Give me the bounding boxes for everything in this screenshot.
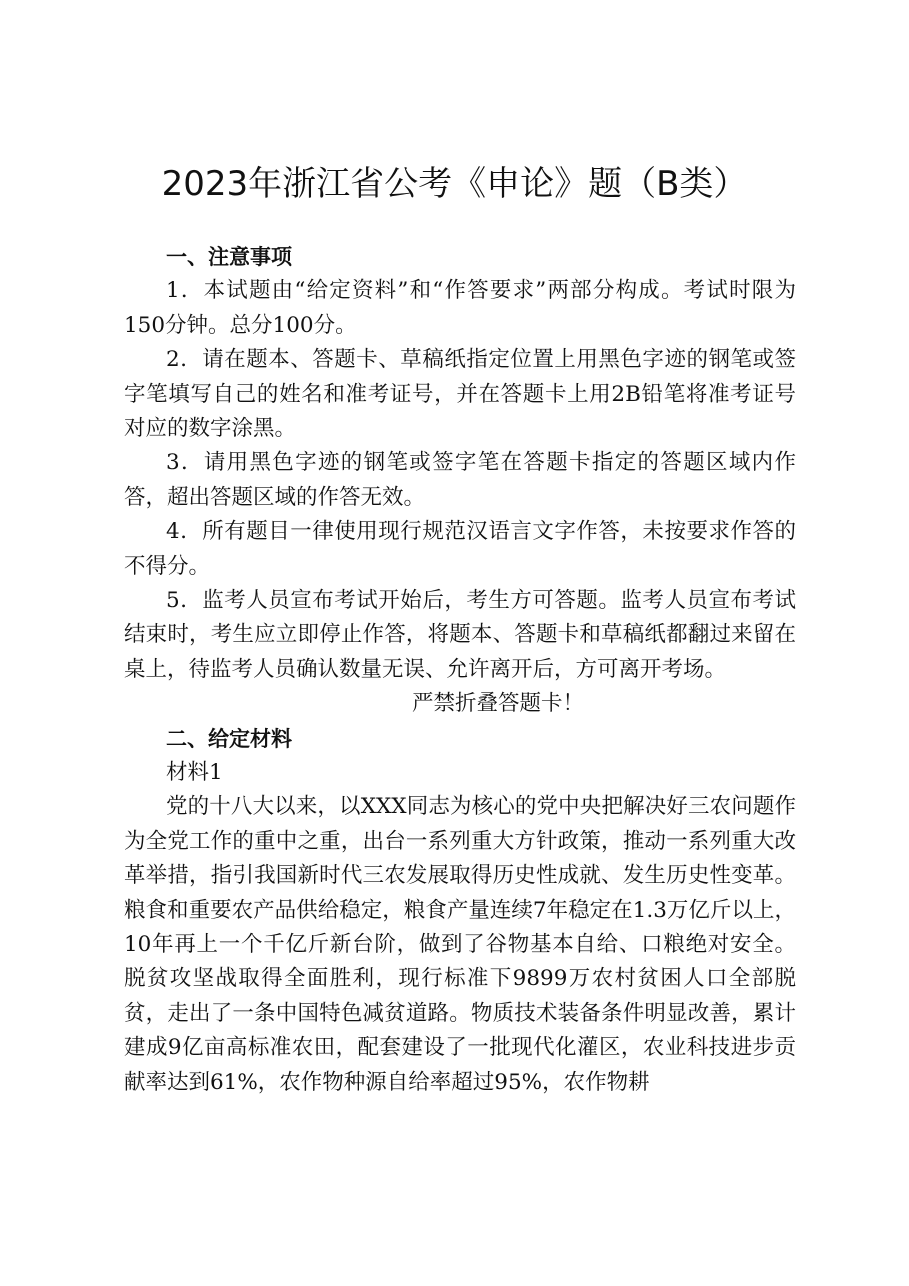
notice-item-2: 2．请在题本、答题卡、草稿纸指定位置上用黑色字迹的钢笔或签字笔填写自己的姓名和准考证号，并在答题卡上用2B铅笔将准考证号对应的数字涂黑。	[124, 347, 796, 442]
notice-item-1: 1．本试题由“给定资料”和“作答要求”两部分构成。考试时限为150分钟。总分100分。	[124, 278, 796, 338]
section-heading-materials: 二、给定材料	[166, 726, 292, 751]
notice-item-4: 4．所有题目一律使用现行规范汉语言文字作答，未按要求作答的不得分。	[124, 519, 796, 579]
document-title: 2023年浙江省公考《申论》题（B类）	[161, 164, 748, 204]
warning-note: 严禁折叠答题卡！	[411, 691, 584, 717]
notice-item-5: 5．监考人员宣布考试开始后，考生方可答题。监考人员宣布考试结束时，考生应立即停止作答，将题本、答题卡和草稿纸都翻过来留在桌上，待监考人员确认数量无误、允许离开后，方可离开考场。	[124, 588, 796, 682]
material-paragraph: 党的十八大以来，以XXX同志为核心的党中央把解决好三农问题作为全党工作的重中之重，出台一系列重大方针政策，推动一系列重大改革举措，指引我国新时代三农发展取得历史性成就、发生历史性变革。粮食和重要农产品供给稳定，粮食产量连续7年稳定在1.3万亿斤以上，10年再上一个千亿斤新台阶，做到了谷物基本自给、口粮绝对安全。脱贫攻坚战取得全面胜利，现行标准下9899万农村贫困人口全部脱贫，走出了一条中国特色减贫道路。物质技术装备条件明显改善，累计建成9亿亩高标准农田，配套建设了一批现代化灌区，农业科技进步贡献率达到61%，农作物种源自给率超过95%，农作物耕	[124, 794, 796, 1095]
document-body	[124, 240, 796, 1100]
section-heading-notes: 一、注意事项	[166, 245, 292, 269]
material-label: 材料1	[166, 760, 223, 786]
notice-item-3: 3．请用黑色字迹的钢笔或签字笔在答题卡指定的答题区域内作答，超出答题区域的作答无效。	[124, 450, 796, 510]
